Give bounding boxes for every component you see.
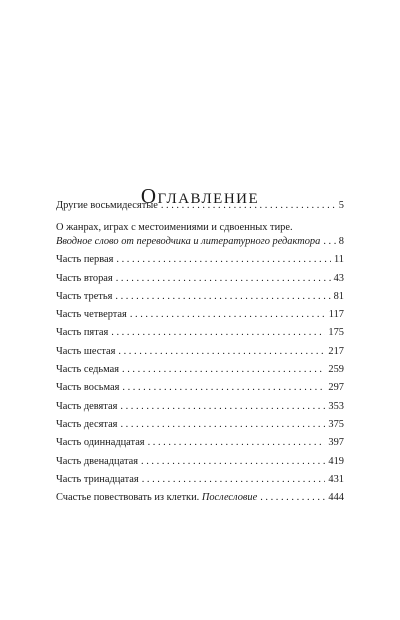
toc-entry-label: О жанрах, играх с местоимениями и сдвоенных тире. — [56, 222, 293, 233]
dot-leader — [118, 345, 325, 359]
toc-title: Оглавление — [140, 184, 260, 209]
toc-entry-label: Часть десятая — [56, 418, 118, 430]
toc-entry-page: 259 — [328, 364, 344, 376]
toc-entry-label: Часть восьмая — [56, 382, 120, 394]
toc-entry-label: Часть тринадцатая — [56, 473, 139, 485]
toc-entry-label: Часть первая — [56, 254, 114, 266]
dot-leader — [142, 473, 326, 487]
toc-entry-page: 5 — [338, 200, 344, 211]
toc-entry[interactable] — [56, 199, 344, 213]
toc-entry-page: 175 — [328, 327, 344, 339]
toc-entry[interactable] — [56, 253, 344, 267]
dot-leader — [116, 272, 331, 286]
toc-entry-page: 375 — [328, 418, 344, 430]
toc-entry[interactable] — [56, 221, 344, 235]
toc-entry[interactable] — [56, 363, 344, 377]
toc-entry-label: Часть пятая — [56, 327, 109, 339]
dot-leader — [115, 290, 330, 304]
dot-leader — [148, 436, 326, 450]
toc-entry-label: Вводное слово от переводчика и литературного редактора — [56, 236, 321, 247]
toc-entry-page: 81 — [333, 290, 344, 302]
toc-entry[interactable] — [56, 473, 344, 487]
toc-entry-page: 117 — [328, 309, 344, 321]
toc-entry-page: 43 — [333, 272, 344, 284]
dot-leader — [130, 308, 326, 322]
toc-entry-page: 444 — [328, 492, 344, 504]
toc-entry-page: 397 — [328, 437, 344, 449]
toc-entry[interactable] — [56, 272, 344, 286]
toc-entry-page: 353 — [328, 400, 344, 412]
toc-entry-page: 8 — [338, 236, 344, 247]
dot-leader — [141, 455, 325, 469]
toc-entry[interactable] — [56, 290, 344, 304]
toc-entry-label: Часть седьмая — [56, 364, 119, 376]
toc-entry-page: 419 — [328, 455, 344, 467]
toc-entry[interactable] — [56, 436, 344, 450]
toc-entry-label: Счастье повествовать из клетки. Послесловие — [56, 492, 258, 504]
toc-entry-label: Часть третья — [56, 290, 113, 302]
toc-entry-label: Часть одиннадцатая — [56, 437, 145, 449]
dot-leader — [116, 253, 331, 267]
toc-entry[interactable] — [56, 455, 344, 469]
dot-leader — [260, 491, 325, 505]
toc-entry-page: 217 — [328, 345, 344, 357]
dot-leader — [120, 400, 325, 414]
toc-entry[interactable] — [56, 345, 344, 359]
dot-leader — [122, 381, 325, 395]
toc-entry[interactable] — [56, 235, 344, 249]
toc-entry-label: Часть шестая — [56, 345, 116, 357]
toc-entry-label: Часть четвертая — [56, 309, 127, 321]
dot-leader — [111, 326, 325, 340]
dot-leader — [323, 235, 335, 249]
toc-entry[interactable] — [56, 381, 344, 395]
toc-entry[interactable] — [56, 418, 344, 432]
dot-leader — [120, 418, 325, 432]
dot-leader — [122, 363, 325, 377]
toc-entry-label: Часть двенадцатая — [56, 455, 139, 467]
toc-entry-label: Часть девятая — [56, 400, 118, 412]
toc-entry[interactable] — [56, 326, 344, 340]
toc-entry-label: Часть вторая — [56, 272, 113, 284]
toc-entry-page: 297 — [328, 382, 344, 394]
toc-entry-page: 11 — [333, 254, 344, 266]
toc-entry[interactable] — [56, 491, 344, 505]
toc-entry[interactable] — [56, 308, 344, 322]
toc-entry[interactable] — [56, 400, 344, 414]
table-of-contents — [56, 199, 344, 509]
toc-entry-page: 431 — [328, 473, 344, 485]
dot-leader — [161, 199, 336, 213]
toc-entry-label: Другие восьмидесятые — [56, 200, 158, 211]
